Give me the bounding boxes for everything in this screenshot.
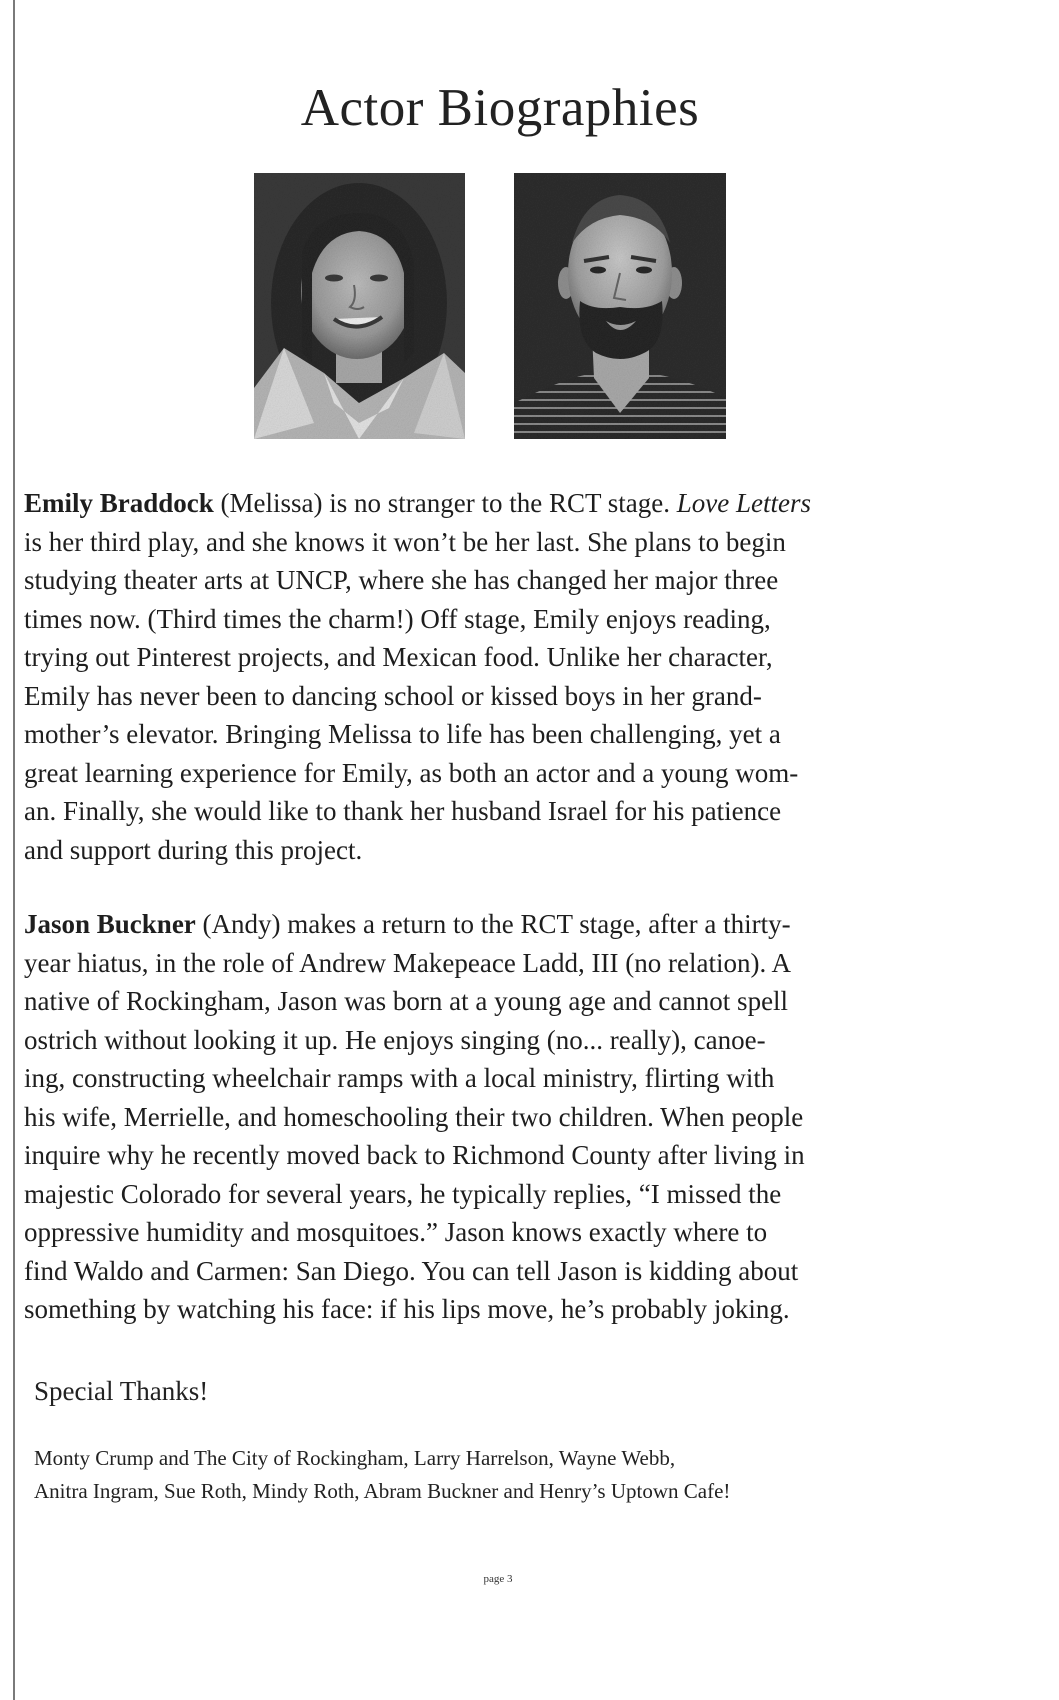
bio-line [24,484,984,523]
portrait-woman-image [254,173,465,439]
portrait-man-image [514,173,726,439]
thanks-line: Monty Crump and The City of Rockingham, Larry Harrelson, Wayne Webb, [34,1446,676,1470]
play-title: Love Letters [676,488,811,518]
bio-line: something by watching his face: if his lips move, he’s probably joking. [24,1294,790,1324]
bio-line: find Waldo and Carmen: San Diego. You can tell Jason is kidding about [24,1255,799,1286]
bio-line: his wife, Merrielle, and homeschooling their two children. When people [24,1101,804,1132]
actor-photo-emily-braddock [254,173,465,439]
bio-line: and support during this project. [24,834,363,865]
bio-line: studying theater arts at UNCP, where she has changed her major three [24,565,779,595]
bio-line [24,905,984,944]
bio-line: an. Finally, she would like to thank her husband Israel for his patience [24,796,782,826]
special-thanks-list [34,1442,974,1508]
actor-photo-jason-buckner [514,173,726,439]
bio-line: ostrich without looking it up. He enjoys singing (no... really), canoe- [24,1024,766,1055]
bio-emily-braddock [24,484,984,869]
bio-line: great learning experience for Emily, as both an actor and a young wom- [24,757,799,788]
bio-line: times now. (Third times the charm!) Off stage, Emily enjoys reading, [24,603,771,634]
bio-line: ing, constructing wheelchair ramps with a local ministry, flirting with [24,1063,775,1093]
bio-text: (Melissa) is no stranger to the RCT stage. [213,488,677,518]
bio-jason-buckner [24,905,984,1329]
page-title: Actor Biographies [300,79,700,137]
bio-line: year hiatus, in the role of Andrew Makepeace Ladd, III (no relation). A [24,947,791,978]
special-thanks-heading: Special Thanks! [34,1376,209,1406]
actor-name: Jason Buckner [24,909,196,939]
bio-line: trying out Pinterest projects, and Mexican food. Unlike her character, [24,642,773,672]
bio-line: Emily has never been to dancing school or kissed boys in her grand- [24,680,762,711]
bio-line: inquire why he recently moved back to Richmond County after living in [24,1140,805,1170]
bio-text: (Andy) makes a return to the RCT stage, after a thirty- [195,909,791,939]
bio-line: oppressive humidity and mosquitoes.” Jason knows exactly where to [24,1217,768,1247]
bio-line: majestic Colorado for several years, he typically replies, “I missed the [24,1178,782,1209]
bio-line: mother’s elevator. Bringing Melissa to life has been challenging, yet a [24,719,781,749]
bio-line: is her third play, and she knows it won’t be her last. She plans to begin [24,526,786,557]
page-edge-rule [13,0,15,1700]
actor-name: Emily Braddock [24,488,214,518]
bio-line: native of Rockingham, Jason was born at a young age and cannot spell [24,986,789,1016]
page-number: page 3 [483,1573,513,1585]
thanks-line: Anitra Ingram, Sue Roth, Mindy Roth, Abram Buckner and Henry’s Uptown Cafe! [34,1479,731,1503]
